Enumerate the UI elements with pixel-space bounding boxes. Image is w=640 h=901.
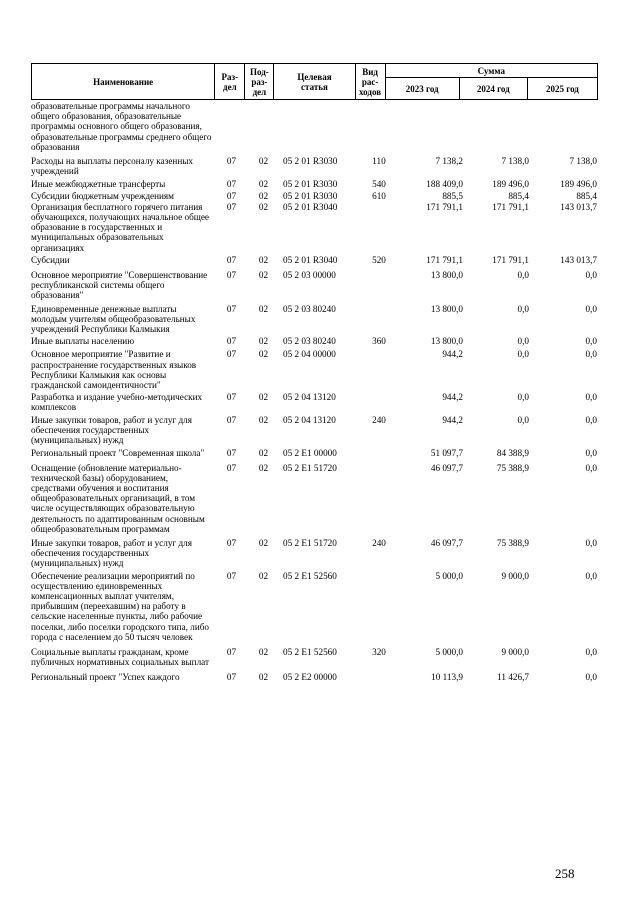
row-section: 07	[226, 270, 237, 281]
page-number: 258	[555, 866, 575, 881]
row-y2023: 46 097,7	[430, 462, 463, 473]
row-y2023: 885,5	[442, 190, 463, 201]
row-target: 05 2 04 13120	[283, 392, 336, 403]
row-subsection: 02	[258, 179, 269, 190]
row-y2024: 0,0	[517, 349, 529, 360]
row-y2023: 7 138,2	[435, 156, 463, 167]
row-section: 07	[226, 392, 237, 403]
row-y2025: 0,0	[585, 537, 597, 548]
row-y2025: 885,4	[576, 190, 597, 201]
row-y2023: 5 000,0	[435, 646, 463, 657]
row-section: 07	[226, 303, 237, 314]
table-row	[31, 304, 598, 335]
table-row	[31, 156, 598, 176]
header-2025: 2025 год	[527, 78, 597, 100]
row-expense: 320	[372, 646, 386, 657]
header-subsection: Под- раз- дел	[245, 64, 274, 100]
row-y2024: 171 791,1	[492, 201, 529, 212]
row-subsection: 02	[258, 392, 269, 403]
header-section: Раз- дел	[215, 64, 245, 100]
row-section: 07	[226, 646, 237, 657]
row-y2025: 0,0	[585, 349, 597, 360]
row-y2023: 944,2	[442, 392, 463, 403]
row-y2023: 944,2	[442, 414, 463, 425]
row-subsection: 02	[258, 270, 269, 281]
header-2023: 2023 год	[385, 78, 459, 100]
row-y2025: 143 013,7	[560, 201, 597, 212]
table-row	[31, 571, 598, 642]
row-name: Иные выплаты населению	[31, 336, 135, 347]
row-name: Иные закупки товаров, работ и услуг для обеспечения государственных (муниципальных) нужд	[31, 414, 192, 446]
row-target: 05 2 04 00000	[283, 349, 336, 360]
row-section: 07	[226, 570, 237, 581]
table-row	[31, 672, 598, 682]
row-y2025: 0,0	[585, 392, 597, 403]
row-y2023: 171 791,1	[426, 254, 463, 265]
table-row	[31, 191, 598, 201]
row-subsection: 02	[258, 190, 269, 201]
row-y2024: 11 426,7	[497, 672, 529, 683]
row-subsection: 02	[258, 462, 269, 473]
row-y2024: 75 388,9	[496, 462, 529, 473]
row-target: 05 2 01 R3040	[283, 254, 338, 265]
row-target: 05 2 03 80240	[283, 303, 336, 314]
header-name: Наименование	[32, 64, 215, 100]
row-name: Разработка и издание учебно-методических комплексов	[31, 392, 203, 413]
row-name: Организация бесплатного горячего питания обучающихся, получающих начальное общее образование в государственных и муниципальных образовательных организациях	[31, 201, 209, 253]
header-target: Целевая статья	[274, 64, 355, 100]
table-row	[31, 255, 598, 265]
header-expense: Вид рас- ходов	[355, 64, 385, 100]
row-y2024: 84 388,9	[496, 448, 529, 459]
row-target: 05 2 01 R3040	[283, 201, 338, 212]
row-y2023: 13 800,0	[430, 303, 463, 314]
row-subsection: 02	[258, 254, 269, 265]
row-section: 07	[226, 448, 237, 459]
row-y2023: 13 800,0	[430, 336, 463, 347]
row-name: Единовременные денежные выплаты молодым учителям общеобразовательных учреждений Республики Калмыкия	[31, 303, 196, 335]
table-row	[31, 179, 598, 189]
table-row	[31, 270, 598, 301]
row-expense: 610	[372, 190, 386, 201]
row-section: 07	[226, 414, 237, 425]
row-y2024: 7 138,0	[501, 156, 529, 167]
table-body	[31, 101, 598, 685]
row-y2025: 0,0	[585, 570, 597, 581]
row-y2025: 7 138,0	[569, 156, 597, 167]
row-name: Региональный проект "Современная школа"	[31, 448, 205, 459]
row-subsection: 02	[258, 537, 269, 548]
row-y2024: 75 388,9	[496, 537, 529, 548]
row-y2025: 0,0	[585, 336, 597, 347]
row-y2023: 944,2	[442, 349, 463, 360]
row-y2024: 9 000,0	[501, 646, 529, 657]
table-row	[31, 336, 598, 346]
row-y2025: 0,0	[585, 672, 597, 683]
row-target: 05 2 E1 00000	[283, 448, 337, 459]
row-target: 05 2 01 R3030	[283, 190, 338, 201]
row-target: 05 2 E1 51720	[283, 537, 337, 548]
row-expense: 540	[372, 179, 386, 190]
row-y2023: 46 097,7	[430, 537, 463, 548]
row-expense: 110	[372, 156, 386, 167]
row-y2023: 10 113,9	[431, 672, 463, 683]
row-expense: 240	[372, 537, 386, 548]
row-y2024: 0,0	[517, 303, 529, 314]
row-y2024: 171 791,1	[492, 254, 529, 265]
row-section: 07	[226, 190, 237, 201]
row-y2024: 189 496,0	[492, 179, 529, 190]
row-y2025: 0,0	[585, 448, 597, 459]
row-expense: 240	[372, 414, 386, 425]
row-y2023: 5 000,0	[435, 570, 463, 581]
row-y2024: 0,0	[517, 414, 529, 425]
row-section: 07	[226, 179, 237, 190]
row-target: 05 2 E1 52560	[283, 646, 337, 657]
table-row	[31, 392, 598, 412]
table-row	[31, 647, 598, 667]
row-target: 05 2 01 R3030	[283, 179, 338, 190]
row-y2023: 13 800,0	[430, 270, 463, 281]
row-y2024: 885,4	[508, 190, 529, 201]
row-target: 05 2 E2 00000	[283, 672, 337, 683]
row-subsection: 02	[258, 448, 269, 459]
row-section: 07	[226, 254, 237, 265]
row-subsection: 02	[258, 201, 269, 212]
row-y2025: 0,0	[585, 303, 597, 314]
row-name: Иные закупки товаров, работ и услуг для обеспечения государственных (муниципальных) нужд	[31, 537, 192, 569]
row-y2024: 9 000,0	[501, 570, 529, 581]
row-y2025: 0,0	[585, 414, 597, 425]
table-row	[31, 538, 598, 569]
row-section: 07	[226, 336, 237, 347]
row-subsection: 02	[258, 336, 269, 347]
row-target: 05 2 01 R3030	[283, 156, 338, 167]
row-section: 07	[226, 672, 237, 683]
row-section: 07	[226, 349, 237, 360]
row-target: 05 2 03 00000	[283, 270, 336, 281]
row-section: 07	[226, 462, 237, 473]
row-name: Иные межбюджетные трансферты	[31, 179, 166, 190]
header-sum: Сумма	[385, 64, 597, 78]
row-subsection: 02	[258, 414, 269, 425]
table-row	[31, 463, 598, 534]
row-subsection: 02	[258, 303, 269, 314]
table-row	[31, 349, 598, 390]
row-expense: 520	[372, 254, 386, 265]
row-section: 07	[226, 156, 237, 167]
row-expense: 360	[372, 336, 386, 347]
row-target: 05 2 E1 51720	[283, 462, 337, 473]
row-name: Основное мероприятие "Развитие и распространение государственных языков Республики Калмыкия как основы гражданской самоидентичности"	[31, 349, 197, 391]
table-header	[31, 63, 598, 100]
row-y2025: 143 013,7	[560, 254, 597, 265]
row-y2025: 0,0	[585, 462, 597, 473]
row-target: 05 2 03 80240	[283, 336, 336, 347]
table-row	[31, 415, 598, 446]
row-y2025: 189 496,0	[560, 179, 597, 190]
row-y2023: 51 097,7	[430, 448, 463, 459]
row-name: образовательные программы начального общего образования, образовательные программы основного общего образования, образовательные программы среднего общего образования	[31, 101, 212, 152]
row-y2025: 0,0	[585, 646, 597, 657]
row-name: Субсидии	[31, 254, 70, 265]
row-subsection: 02	[258, 570, 269, 581]
row-target: 05 2 E1 52560	[283, 570, 337, 581]
row-y2024: 0,0	[517, 270, 529, 281]
row-y2025: 0,0	[585, 270, 597, 281]
row-subsection: 02	[258, 349, 269, 360]
row-name: Субсидии бюджетным учреждениям	[31, 190, 174, 201]
table-row	[31, 202, 598, 253]
row-name: Оснащение (обновление материально-технической базы) оборудованием, средствами обучения и воспитания общеобразовательных организаций, в том числе осуществляющих образовательную деятельность по адаптированным основным общеобразовательным программам	[31, 462, 205, 534]
row-y2023: 171 791,1	[426, 201, 463, 212]
row-y2023: 188 409,0	[426, 179, 463, 190]
row-name: Региональный проект "Успех каждого	[31, 672, 180, 683]
row-name: Социальные выплаты гражданам, кроме публичных нормативных социальных выплат	[31, 646, 210, 668]
row-target: 05 2 04 13120	[283, 414, 336, 425]
row-section: 07	[226, 201, 237, 212]
row-subsection: 02	[258, 156, 269, 167]
row-y2024: 0,0	[517, 336, 529, 347]
row-subsection: 02	[258, 672, 269, 683]
row-y2024: 0,0	[517, 392, 529, 403]
row-subsection: 02	[258, 646, 269, 657]
row-section: 07	[226, 537, 237, 548]
header-2024: 2024 год	[459, 78, 527, 100]
table-row	[31, 101, 598, 152]
row-name: Расходы на выплаты персоналу казенных учреждений	[31, 156, 194, 177]
row-name: Обеспечение реализации мероприятий по осуществлению единовременных компенсационных выплат учителям, прибывшим (переехавшим) на работу в сельские населенные пункты, либо рабочие поселки, либо поселки городского типа, либо города с населением до 50 тысяч человек	[31, 570, 210, 642]
table-row	[31, 448, 598, 458]
row-name: Основное мероприятие "Совершенствование республиканской системы общего образования"	[31, 270, 208, 301]
